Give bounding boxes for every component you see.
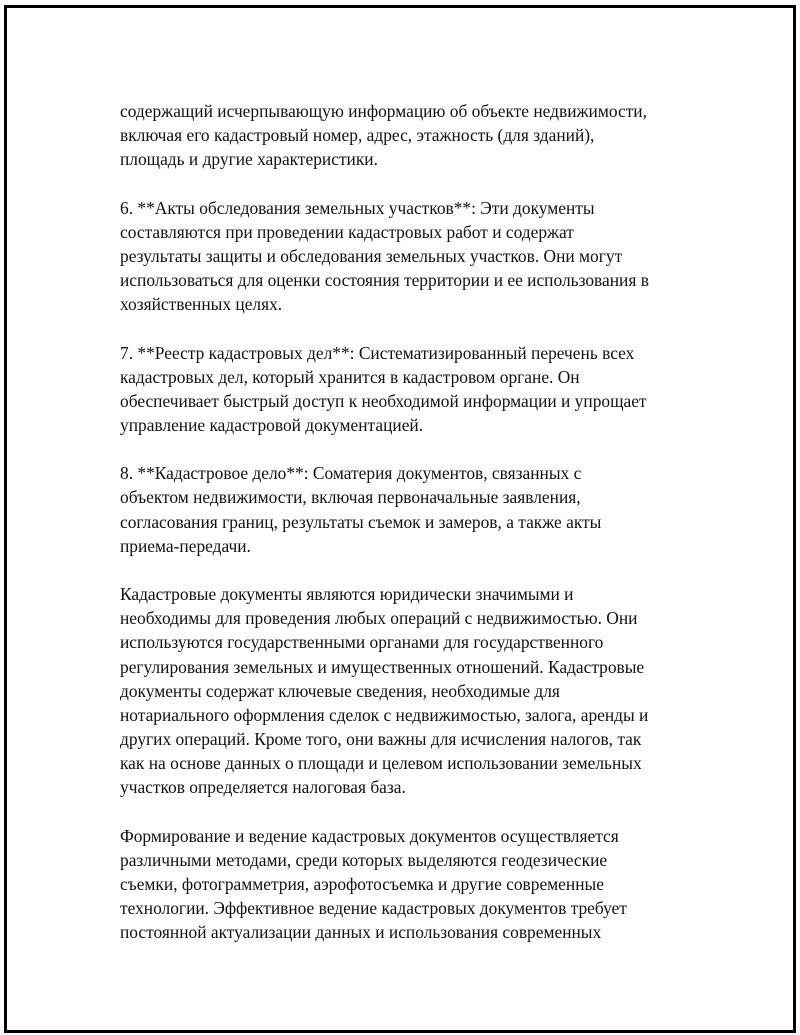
document-body xyxy=(120,99,700,944)
paragraph-intro-continuation: содержащий исчерпывающую информацию об объекте недвижимости, включая его кадастровый номер, адрес, этажность (для зданий), площадь и другие характеристики. xyxy=(120,101,647,170)
paragraph-significance: Кадастровые документы являются юридически значимыми и необходимы для проведения любых операций с недвижимостью. Они используются государственными органами для государственного регулирования земельных и имущественных отношений. Кадастровые документы содержат ключевые сведения, необходимые для нотариального оформления сделок с недвижимостью, залога, аренды и других операций. Кроме того, они важны для исчисления налогов, так как на основе данных о площади и целевом использовании земельных участков определяется налоговая база. xyxy=(120,584,649,798)
paragraph-item-6: 6. **Акты обследования земельных участков**: Эти документы составляются при проведении кадастровых работ и содержат результаты защиты и обследования земельных участков. Они могут использоваться для оценки состояния территории и ее использования в хозяйственных целях. xyxy=(120,197,649,315)
page-frame xyxy=(4,5,796,1033)
paragraph-methods: Формирование и ведение кадастровых документов осуществляется различными методами, среди которых выделяются геодезические съемки, фотограмметрия, аэрофотосъемка и другие современные технологии. Эффективное ведение кадастровых документов требует постоянной актуализации данных и использования современных xyxy=(120,825,627,943)
paragraph-item-8: 8. **Кадастровое дело**: Соматерия документов, связанных с объектом недвижимости, включая первоначальные заявления, согласования границ, результаты съемок и замеров, а также акты приема-передачи. xyxy=(120,463,602,556)
paragraph-item-7: 7. **Реестр кадастровых дел**: Систематизированный перечень всех кадастровых дел, который хранится в кадастровом органе. Он обеспечивает быстрый доступ к необходимой информации и упрощает управление кадастровой документацией. xyxy=(120,342,647,435)
